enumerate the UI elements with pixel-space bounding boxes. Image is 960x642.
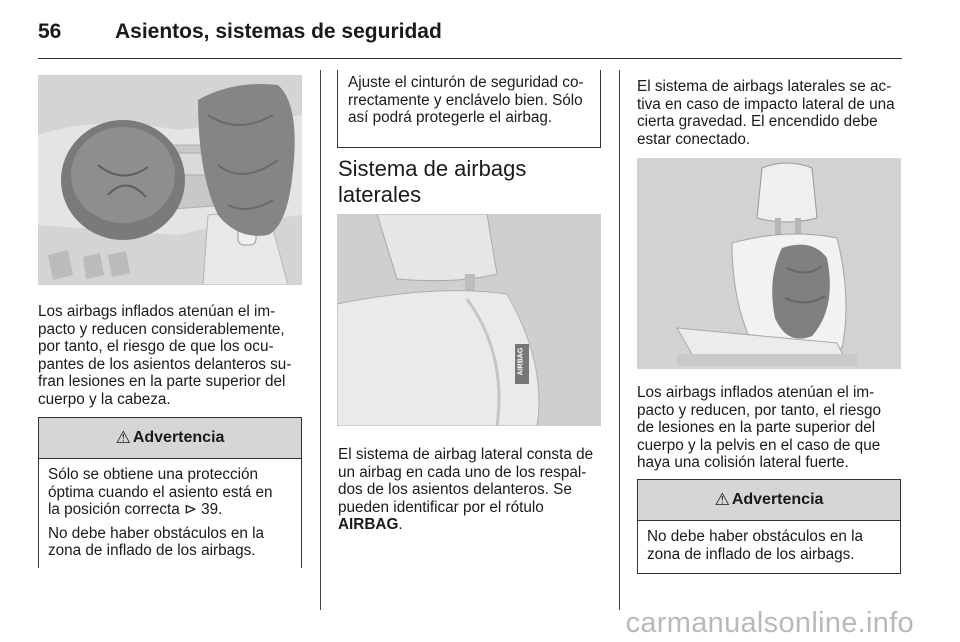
side-airbag-seat-illustration [637,158,901,369]
warning-triangle-icon: ⚠ [714,490,730,509]
airbag-seat-tag: AIRBAG [517,347,525,376]
right-paragraph-1: El sistema de airbags laterales se ac- tiva en caso de impacto lateral de una cierta gravedad. El encendido debe estar conectado. [637,78,895,148]
warning-triangle-icon: ⚠ [115,428,131,447]
column-divider [320,70,321,610]
page-reference-icon: ⊳ [184,501,197,519]
airbag-label: AIRBAG [338,516,399,534]
page-reference[interactable]: 39. [201,501,223,519]
middle-paragraph [338,446,608,534]
warning-text [48,466,292,519]
warning-text: No debe haber obstáculos en la zona de inflado de los airbags. [48,524,265,560]
label-suffix: . [398,516,403,534]
warning-text: No debe haber obstáculos en la zona de inflado de los airbags. [647,528,864,563]
right-paragraph-2: Los airbags inflados atenúan el im- pacto y reducen, por tanto, el riesgo de lesiones en la parte superior del cuerpo y la pelvis en el caso de que haya una colisión lateral fuerte. [637,384,882,472]
column-divider [619,70,620,610]
warning-header [638,480,900,521]
page-number: 56 [38,20,62,43]
belt-notice-box: Ajuste el cinturón de seguridad co- rrectamente y enclávelo bien. Sólo así podrá protegerle el airbag. [337,70,601,148]
warning-title: Advertencia [132,429,225,446]
warning-header [39,418,301,459]
warning-text-main: Sólo se obtiene una protección óptima cuando el asiento está en la posición correcta [48,466,273,519]
front-airbags-illustration [38,75,302,285]
warning-title: Advertencia [731,491,824,508]
watermark: carmanualsonline.info [625,607,914,639]
warning-box [637,479,901,574]
page-title: Asientos, sistemas de seguridad [115,20,442,43]
header-rule [38,58,902,59]
left-paragraph: Los airbags inflados atenúan el im- pacto y reducen considerablemente, por tanto, el riesgo de que los ocu- pantes de los asientos delanteros su- fran lesiones en la parte superior del cuerpo y la cabeza. [38,303,292,408]
middle-paragraph-text: El sistema de airbag lateral consta de un airbag en cada uno de los respal- dos de los asientos delanteros. Se pueden identificar por el rótulo [338,446,594,516]
section-heading: Sistema de airbags laterales [338,156,527,207]
seat-airbag-label-illustration [337,214,601,426]
warning-box [38,417,302,568]
